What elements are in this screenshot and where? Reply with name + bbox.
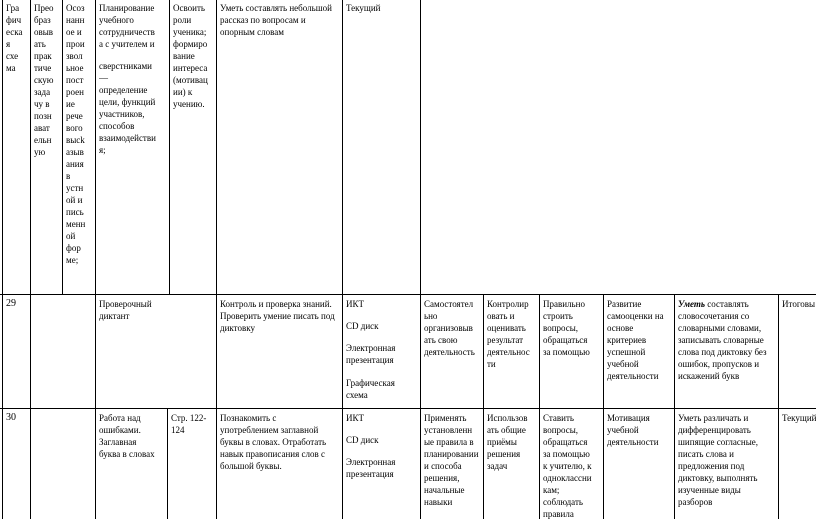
row-29-tools-ict: ИКТ [346,299,364,309]
row-30-tools-cd: CD диск [346,435,379,445]
prev-cell-conscious-speech: Осоз нанн ое и прои звол ьное пост роен ие рече вого высk азыв ания в устн ой и пись менн ой фор ме; [66,3,86,265]
col-border-4 [95,294,96,519]
col-border-7 [342,0,343,519]
row-29-skill [678,298,778,382]
row-29-number: 29 [6,298,16,309]
row-30-regulative: Применять установленн ые правила в планировании и способа решения, начальные навыки [424,413,479,507]
col-border-13 [778,294,779,519]
row-29-tools-scheme: Графическая схема [346,378,395,400]
row-30-pages: Стр. 122- 124 [171,413,207,435]
row-border-top-30 [0,408,816,409]
row-29-tools-cd: CD диск [346,321,379,331]
row-29-tools-presentation: Электронная презентация [346,343,396,365]
row-30-cognitive: Использов ать общие приёмы решения задач [487,413,528,471]
col-border-2 [62,0,63,294]
row-29-cognitive: Контролир овать и оценивать результат деятельнос ти [487,299,530,369]
row-29-goal: Контроль и проверка знаний. Проверить умение писать под диктовку [220,299,335,333]
prev-cell-graphic-scheme: Гра фич еска я схе ма [6,3,23,73]
row-30-topic: Работа над ошибками. Заглавная буква в словах [99,413,155,459]
prev-cell-skill: Уметь составлять небольшой рассказ по вопросам и опорным словам [220,3,332,37]
row-border-top-29 [0,294,816,295]
row-30-control-type: Текущий [782,413,816,423]
col-border-8 [420,294,421,519]
col-border-5 [169,0,170,294]
row-30-personal: Мотивация учебной деятельности [607,413,659,447]
prev-cell-planning-b: сверстниками — определение цели, функций участников, способов взаимодействи я; [99,61,156,155]
prev-cell-planning-a: Планирование учебного сотрудничеств а с учителем и [99,3,155,49]
prev-cell-student-role: Освоить роли ученика; формиро вание интереса (мотивац ии) к учению. [173,3,208,109]
row-29-communicative: Правильно строить вопросы, обращаться за помощью [543,299,590,357]
row-30-tools-ict: ИКТ [346,413,364,423]
col-border-0 [2,0,3,519]
col-border-11 [603,294,604,519]
row-30-skill: Уметь различать и дифференцировать шипящие согласные, писать слова и предложения под диктовку, выполнять изученные виды разборов [678,413,759,507]
row-29-personal: Развитие самооценки на основе критериев успешной учебной деятельности [607,299,664,381]
prev-cell-control-type: Текущий [346,3,381,13]
row-29-control-type: Итоговы [782,299,816,309]
row-29-topic: Проверочный диктант [99,299,152,321]
row-30-communicative: Ставить вопросы, обращаться за помощью к учителю, к одноклассни кам; соблюдать правила [543,413,592,519]
col-border-pages [167,408,168,519]
row-29-skill-emphasis: Уметь [678,299,705,309]
row-30-number: 30 [6,412,16,423]
row-29-skill-text: составлять словосочетания со словарными словами, записывать словарные слова под диктовку без ошибок, пропусков и искажений букв [678,299,767,381]
prev-cell-transform: Прео браз овыв ать прак тиче скую зада чу в позн ават ельн ую [34,3,54,157]
col-border-1 [30,0,31,519]
row-29-regulative: Самостоятел ьно организовыв ать свою деятельность [424,299,475,357]
col-border-top-end [420,0,421,294]
row-30-tools-presentation: Электронная презентация [346,457,396,479]
row-30-goal: Познакомить с употреблением заглавной буквы в словах. Отработать навык правописания слов с большой буквы. [220,413,327,471]
